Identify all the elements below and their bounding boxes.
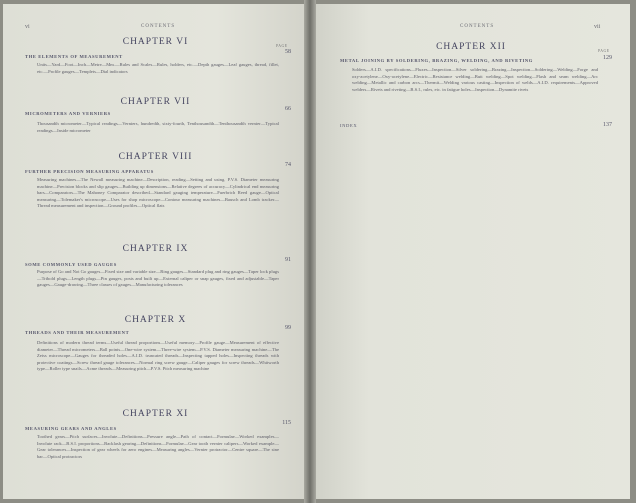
chapter-title: CHAPTER XI [122,409,189,419]
chapter-title: CHAPTER VI [122,37,189,47]
chapter-page-number: 91 [285,257,291,263]
page-number: vii [594,24,601,30]
chapter-summary: Thousandth micrometer—Typical readings—Verniers, hundredth, sixty-fourth, Tenthousandth—Tenthousandth vernier—Typical readings—Inside micrometer [37,121,279,133]
chapter-title: CHAPTER X [124,315,187,325]
chapter-heading: SOME COMMONLY USED GAUGES [25,262,117,267]
chapter-page-number: 74 [285,162,291,168]
index-page-number: 137 [603,122,612,128]
left-page [3,4,308,499]
running-head: CONTENTS [460,24,495,29]
chapter-page-number: 66 [285,106,291,112]
right-page [312,4,630,499]
chapter-summary: Purpose of Go and Not Go gauges—Fixed size and variable size—Ring gauges—Standard plug and ring gauges—Taper lock plugs—Tribold plugs—Length plugs—Pin gauges, posts and built up—External caliper or snap gauges, fixed and adjustable—Taper gauges—Gauge-drawing—Three classes of gauges—Manufacturing tolerances [37,269,279,288]
chapter-heading: METAL JOINING BY SOLDERING, BRAZING, WELDING, AND RIVETING [340,58,533,63]
chapter-page-number: 129 [603,55,612,61]
chapter-heading: MEASURING GEARS AND ANGLES [25,426,117,431]
page-number: vi [25,24,30,30]
chapter-page-number: 115 [282,420,291,426]
chapter-page-number: 99 [285,325,291,331]
chapter-page-number: 58 [285,49,291,55]
chapter-summary: Toothed gears—Pitch surfaces—Involute—Definitions—Pressure angle—Path of contact—Formulae—Worked examples—Involute rack—B.S.I. proportions—Backlash gearing—Definitions—Formulae—Gear tooth vernier calipers—Worked example—Gear tolerances—Inspection of gear wheels for aero engines—Measuring angles—Vernier protractor—Centre square—The sine bar—Optical protractors [37,434,279,459]
chapter-heading: FURTHER PRECISION MEASURING APPARATUS [25,169,154,174]
chapter-title: CHAPTER VIII [118,152,193,162]
chapter-title: CHAPTER XII [436,42,506,52]
chapter-heading: THE ELEMENTS OF MEASUREMENT [25,54,123,59]
chapter-summary: Units—Yard—Foot—Inch—Metre—Mm.—Rules and Scales—Rules, holders, etc.—Depth gauges—Leaf gauges, thread, fillet, etc.—Profile gauges—Templets—Dial indicators [37,62,279,74]
chapter-heading: MICROMETERS AND VERNIERS [25,111,111,116]
book-gutter [304,0,316,503]
chapter-heading: THREADS AND THEIR MEASUREMENT [25,330,130,335]
page-column-label: PAGE [276,44,288,48]
chapter-summary: Measuring machines—The Newall measuring machine—Description, reading—Setting and using. P.V.S. Diameter measuring machine—Precision blocks and slip gauges—Building up dimensions—Relative degrees of accuracy—Cylindrical end measuring bars—Comparators—The Mahoney Comparator described—Standard gauging temperature—Fuerbrich Reed gauge—Optical measuring—Tolemaker's microscope—Uses for shop microscope—Contour measuring machines—Bausch and Lomb tracker—Thread measurement and inspection—Ground profiles—Optical flats [37,177,279,209]
chapter-title: CHAPTER IX [122,244,189,254]
page-column-label: PAGE [598,49,610,53]
running-head: CONTENTS [141,24,176,29]
chapter-title: CHAPTER VII [120,97,191,107]
index-label: INDEX [340,123,358,128]
chapter-summary: Definitions of modern thread terms—Useful thread proportions—Useful memory—Profile gauge—Measurement of effective diameter—Thread micrometers—Ball points—One-wire system—Three-wire system—P.V.S. Diameter measuring machine—The Zeiss microscope—Gauges for threaded holes—A.I.D. truncated threads—Inspecting tapped holes—Inspecting threads with protective coatings—Screw thread gauge tolerances—Normal ring screw gauge—Caliper gauges for screw threads—Whitworth type—Roller type snails—Acme threads—Measuring pitch—P.V.S. Pitch measuring machine [37,340,279,372]
chapter-summary: Solders—A.I.D. specifications—Fluxes—Inspection—Silver soldering—Brazing—Inspection—Soldering—Welding—Forge and oxy-acetylene—Oxy-acetylene—Electric—Resistance welding—Butt welding—Spot welding—Flash and seam welding—Arc welding—Metallic and carbon arcs—Thermit—Welding various casting—Inspection of welds—A.I.D. requirements—Approved welders—Rivets and riveting—B.S.I., rules, etc. in fatigue holes—Inspection—Dynamite rivets [352,67,598,92]
